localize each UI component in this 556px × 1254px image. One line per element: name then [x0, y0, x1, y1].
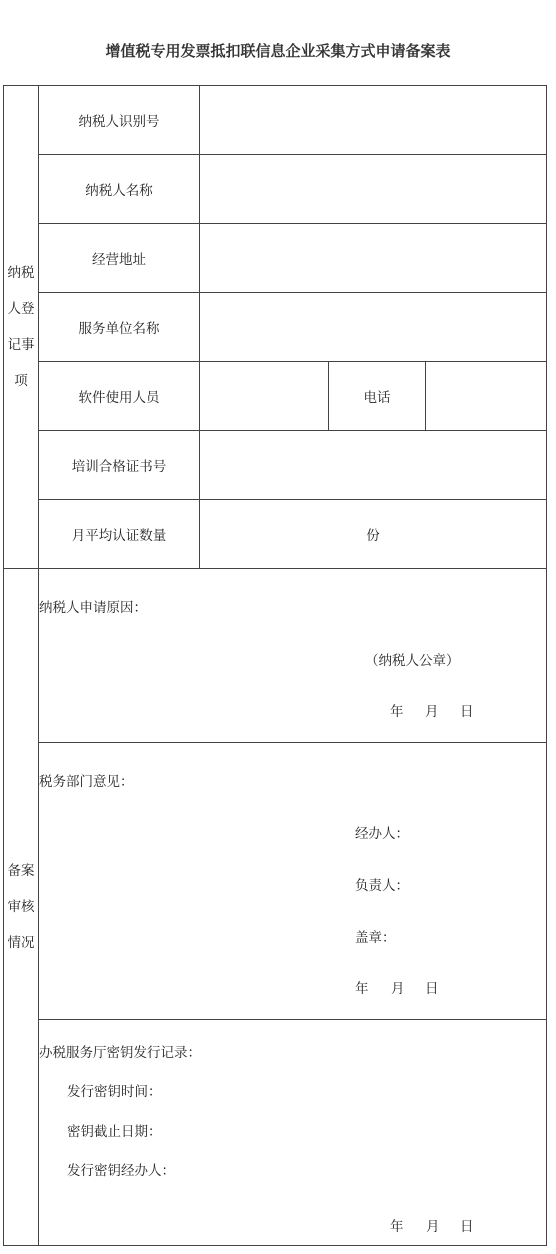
field-software-user[interactable]	[200, 362, 329, 431]
tax-dept-opinion-label: 税务部门意见：	[39, 774, 134, 790]
section-filing-review-label: 备案 审核 情况	[4, 569, 39, 1246]
field-business-address[interactable]	[200, 224, 547, 293]
key-issuer-label: 发行密钥经办人：	[67, 1163, 175, 1179]
key-record-date-day: 日	[460, 1219, 474, 1235]
label-taxpayer-id: 纳税人识别号	[39, 86, 200, 155]
tax-dept-date-day: 日	[425, 981, 439, 997]
key-record-date-year: 年	[390, 1219, 404, 1235]
key-issue-time-label: 发行密钥时间：	[67, 1084, 162, 1100]
key-issuance-record-block[interactable]	[39, 1020, 547, 1246]
applicant-date-day: 日	[460, 704, 474, 720]
applicant-reason-block[interactable]	[39, 569, 547, 743]
form-title: 增值税专用发票抵扣联信息企业采集方式申请备案表	[105, 42, 451, 60]
label-monthly-count: 月平均认证数量	[39, 500, 200, 569]
field-training-cert[interactable]	[200, 431, 547, 500]
label-software-user: 软件使用人员	[39, 362, 200, 431]
field-phone[interactable]	[426, 362, 547, 431]
applicant-reason-label: 纳税人申请原因：	[39, 600, 147, 616]
applicant-seal-label: （纳税人公章）	[365, 653, 460, 669]
registration-form-table	[3, 85, 547, 1246]
label-phone: 电话	[329, 362, 426, 431]
field-taxpayer-id[interactable]	[200, 86, 547, 155]
applicant-date-year: 年	[390, 704, 404, 720]
label-training-cert: 培训合格证书号	[39, 431, 200, 500]
key-record-heading: 办税服务厅密钥发行记录：	[39, 1045, 201, 1061]
unit-copies: 份	[366, 528, 380, 544]
label-taxpayer-name: 纳税人名称	[39, 155, 200, 224]
key-record-date-month: 月	[426, 1219, 440, 1235]
label-business-address: 经营地址	[39, 224, 200, 293]
field-service-unit[interactable]	[200, 293, 547, 362]
tax-dept-date-year: 年	[355, 981, 369, 997]
field-taxpayer-name[interactable]	[200, 155, 547, 224]
label-service-unit: 服务单位名称	[39, 293, 200, 362]
key-expiry-date-label: 密钥截止日期：	[67, 1124, 162, 1140]
tax-dept-date-month: 月	[391, 981, 405, 997]
section-taxpayer-registration-label: 纳税 人登 记事 项	[4, 86, 39, 569]
field-monthly-count[interactable]	[200, 500, 547, 569]
responsible-person-label: 负责人：	[355, 878, 409, 894]
handler-label: 经办人：	[355, 826, 409, 842]
stamp-label: 盖章：	[355, 930, 396, 946]
tax-dept-opinion-block[interactable]	[39, 743, 547, 1020]
applicant-date-month: 月	[425, 704, 439, 720]
